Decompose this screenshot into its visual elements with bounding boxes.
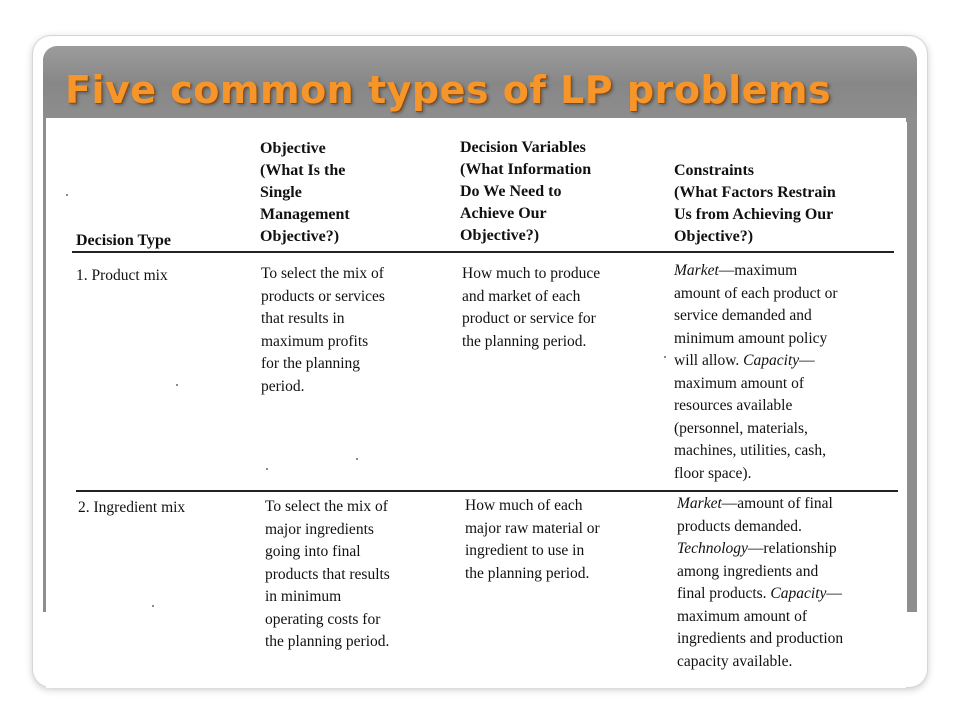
cell-text: —relationship — [747, 540, 837, 557]
cell-line: products or services — [261, 287, 385, 305]
header-line: Objective?) — [460, 227, 540, 244]
cell-line: To select the mix of — [261, 265, 384, 282]
cell-line: major raw material or — [465, 519, 600, 537]
cell-line: How much to produce — [462, 265, 601, 282]
market-term: Market — [674, 262, 719, 279]
row1-objective — [261, 263, 385, 398]
cell-text: — — [826, 585, 842, 602]
cell-line: products demanded. — [677, 517, 802, 535]
cell-line: ingredient to use in — [465, 542, 585, 559]
cell-line: maximum profits — [261, 332, 369, 350]
row1-constraints — [674, 260, 838, 485]
header-line: Objective?) — [674, 228, 754, 245]
slide-title: Five common types of LP problems — [65, 68, 832, 112]
market-term: Market — [677, 495, 722, 512]
header-line: Decision Variables — [460, 139, 586, 156]
technology-term: Technology — [677, 540, 748, 557]
row2-objective — [265, 496, 390, 654]
cell-line: minimum amount policy — [674, 329, 828, 347]
row-divider — [76, 490, 898, 492]
capacity-term: Capacity — [743, 352, 800, 369]
cell-line: among ingredients and — [677, 562, 819, 580]
header-line: Management — [260, 206, 350, 223]
cell-line: products that results — [265, 565, 390, 583]
header-line: Us from Achieving Our — [674, 206, 834, 223]
cell-line: To select the mix of — [265, 498, 388, 515]
header-line: Objective?) — [260, 228, 340, 245]
cell-line: product or service for — [462, 310, 596, 327]
row1-decision-type: 1. Product mix — [76, 267, 168, 284]
cell-line: capacity available. — [677, 652, 793, 670]
row2-constraints — [677, 493, 843, 673]
row2-decision-type: 2. Ingredient mix — [78, 499, 186, 516]
cell-line: ingredients and production — [677, 630, 844, 647]
capacity-term: Capacity — [770, 585, 827, 602]
cell-text: final products. — [677, 585, 771, 602]
cell-line: the planning period. — [265, 633, 390, 650]
cell-line — [674, 350, 838, 373]
cell-line: floor space). — [674, 464, 752, 482]
header-line: (What Information — [460, 161, 592, 178]
header-line: Achieve Our — [460, 205, 547, 222]
scan-speck — [664, 356, 666, 358]
header-line: Objective — [260, 140, 326, 157]
scan-speck — [66, 194, 68, 196]
cell-line: service demanded and — [674, 307, 812, 324]
row1-decision-variables — [462, 263, 600, 353]
cell-line: operating costs for — [265, 610, 381, 628]
cell-line — [677, 583, 843, 606]
header-line: Single — [260, 184, 302, 201]
scan-speck — [176, 384, 178, 386]
header-line: Constraints — [674, 162, 755, 179]
cell-text: —amount of final — [721, 495, 833, 512]
cell-line: amount of each product or — [674, 284, 838, 302]
cell-line — [677, 538, 843, 561]
cell-line: the planning period. — [465, 564, 590, 582]
cell-line: machines, utilities, cash, — [674, 442, 826, 459]
cell-text: —maximum — [718, 262, 798, 279]
cell-text: — — [799, 352, 815, 369]
cell-line: the planning period. — [462, 332, 587, 350]
header-line: (What Factors Restrain — [674, 184, 836, 201]
header-decision-variables — [460, 137, 591, 247]
cell-line: major ingredients — [265, 520, 374, 538]
cell-line — [674, 260, 838, 283]
scan-speck — [356, 458, 358, 460]
cell-line: maximum amount of — [674, 374, 805, 392]
header-constraints — [674, 160, 836, 248]
cell-line: for the planning — [261, 355, 361, 372]
title-band — [43, 46, 917, 122]
cell-line: period. — [261, 377, 305, 395]
cell-line: in minimum — [265, 588, 342, 605]
header-objective — [260, 138, 350, 248]
right-accent-band — [907, 122, 917, 612]
cell-line — [677, 493, 843, 516]
scan-speck — [266, 468, 268, 470]
cell-line: and market of each — [462, 287, 581, 305]
cell-line: maximum amount of — [677, 607, 808, 625]
header-rule — [72, 251, 894, 253]
scanned-table — [46, 118, 906, 688]
cell-line: that results in — [261, 310, 345, 327]
cell-line: How much of each — [465, 497, 583, 514]
cell-line: resources available — [674, 397, 793, 414]
header-line: (What Is the — [260, 162, 346, 179]
cell-line: going into final — [265, 543, 361, 560]
row2-decision-variables — [465, 495, 600, 585]
header-line: Do We Need to — [460, 183, 562, 200]
cell-text: will allow. — [674, 352, 744, 369]
header-decision-type: Decision Type — [76, 232, 171, 249]
cell-line: (personnel, materials, — [674, 419, 808, 437]
scan-speck — [152, 605, 154, 607]
